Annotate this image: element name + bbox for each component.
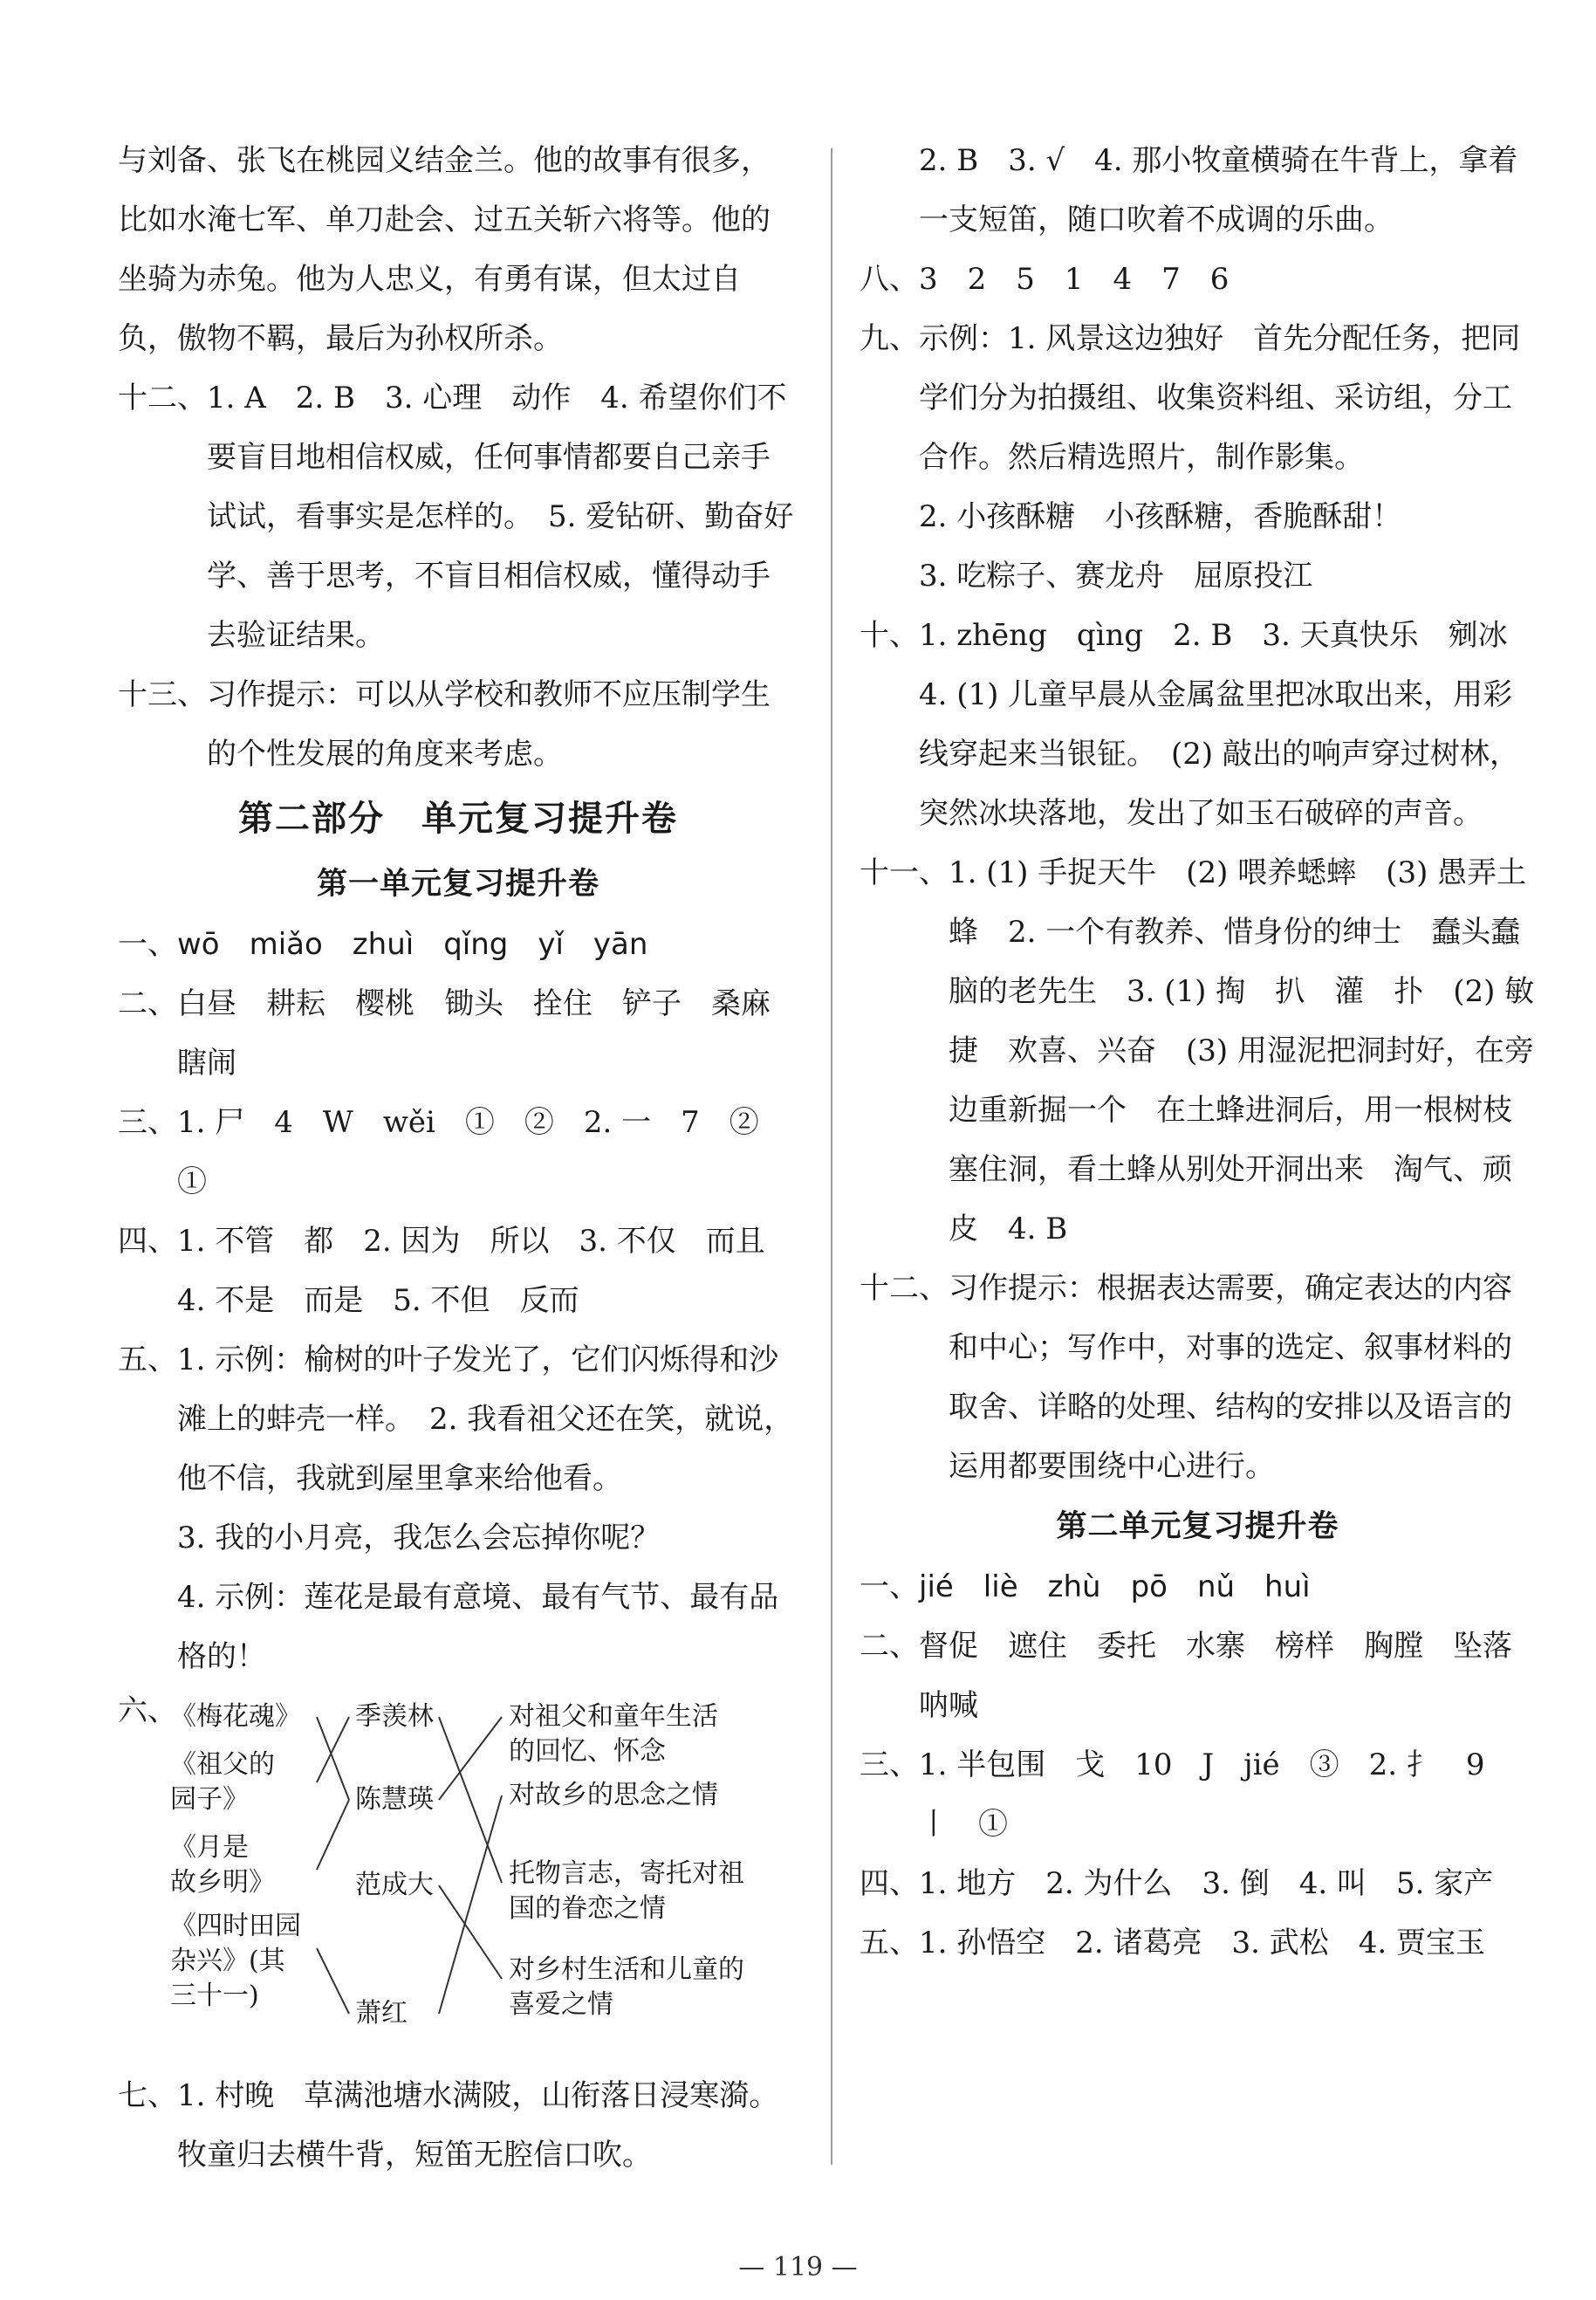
question-4 xyxy=(860,1854,1536,1913)
work-title: 《祖父的 园子》 xyxy=(170,1749,275,1815)
answer-text: 3 2 5 1 4 7 6 xyxy=(919,262,1230,297)
answer-text: 与刘备、张飞在桃园义结金兰。他的故事有很多，比如水淹七军、单刀赴会、过五关斩六将等。他的坐骑为赤兔。他为人忠义，有勇有谋，但太过自负，傲物不羁，最后为孙权所杀。 xyxy=(118,143,771,356)
match-line xyxy=(439,1717,502,1800)
question-12 xyxy=(860,1259,1536,1496)
question-1 xyxy=(118,915,798,974)
question-number: 十二、 xyxy=(118,381,207,415)
answer-text: 1. 村晚 草满池塘水满陂，山衔落日浸寒漪。牧童归去横牛背，短笛无腔信口吹。 xyxy=(177,2078,779,2173)
theme-text: 对祖父和童年生活 的回忆、怀念 xyxy=(509,1701,718,1767)
question-3 xyxy=(860,1735,1536,1854)
answer-text: 白昼 耕耘 樱桃 锄头 拴住 铲子 桑麻 瞎闹 xyxy=(177,986,800,1081)
question-8 xyxy=(860,250,1536,309)
question-number: 二、 xyxy=(860,1629,919,1664)
question-number: 七、 xyxy=(118,2078,177,2113)
question-number: 四、 xyxy=(860,1866,919,1901)
question-2 xyxy=(118,974,798,1093)
match-line xyxy=(317,1717,349,1800)
question-number: 十一、 xyxy=(860,855,949,890)
answer-text: 2. 小孩酥糖 小孩酥糖，香脆酥甜！ xyxy=(919,499,1402,534)
question-9-part-2 xyxy=(919,487,1536,546)
question-5-part-4 xyxy=(177,1568,798,1686)
question-13 xyxy=(118,665,798,784)
question-9-part-3 xyxy=(919,546,1536,606)
question-number: 十、 xyxy=(860,618,919,653)
question-number: 三、 xyxy=(118,1105,177,1140)
match-line xyxy=(439,1717,502,1883)
answer-text: 督促 遮住 委托 水寨 榜样 胸膛 坠落 呐喊 xyxy=(919,1629,1542,1723)
answer-text: 1. 示例：榆树的叶子发光了，它们闪烁得和沙滩上的蚌壳一样。 2. 我看祖父还在笑，就说，他不信，我就到屋里拿来给他看。 xyxy=(177,1342,794,1496)
question-number: 一、 xyxy=(118,927,177,962)
answer-continuation xyxy=(118,131,798,368)
question-5 xyxy=(860,1913,1536,1973)
question-6-matching xyxy=(118,1686,798,2066)
answer-text: 1. zhēng qìng 2. B 3. 天真快乐 剜冰 4. (1) 儿童早晨从金属盆里把冰取出来，用彩线穿起来当银钲。 (2) 敲出的响声穿过树林，突然冰块落地，发出了如玉石破碎的声音。 xyxy=(919,618,1538,831)
question-7 xyxy=(118,2066,798,2185)
theme-text: 托物言志，寄托对祖 国的眷恋之情 xyxy=(509,1858,744,1924)
answer-text: 习作提示：可以从学校和教师不应压制学生的个性发展的角度来考虑。 xyxy=(207,677,771,772)
question-7-continuation xyxy=(919,131,1536,250)
match-line xyxy=(317,1717,349,1782)
question-5-part-3 xyxy=(177,1508,798,1568)
question-9 xyxy=(860,309,1536,487)
answer-text: 1. 尸 4 W wěi ① ② 2. 一 7 ② ① xyxy=(177,1105,789,1199)
answer-text: 4. 示例：莲花是最有意境、最有气节、最有品格的！ xyxy=(177,1580,779,1674)
match-line xyxy=(439,1885,502,1979)
question-number: 四、 xyxy=(118,1224,177,1259)
page-divider xyxy=(831,148,832,2165)
question-5 xyxy=(118,1330,798,1508)
answer-text: 1. 孙悟空 2. 诸葛亮 3. 武松 4. 贾宝玉 xyxy=(919,1926,1485,1960)
question-4 xyxy=(118,1212,798,1330)
answer-text: 1. A 2. B 3. 心理 动作 4. 希望你们不要盲目地相信权威，任何事情都要自己亲手试试，看事实是怎样的。 5. 爱钻研、勤奋好学、善于思考，不盲目相信权威，懂得动手去验证结果。 xyxy=(207,381,794,653)
match-line xyxy=(439,1795,502,2014)
match-line xyxy=(317,1948,349,2014)
question-number: 三、 xyxy=(860,1747,919,1782)
question-number: 一、 xyxy=(860,1569,919,1604)
answer-text: 1. 不管 都 2. 因为 所以 3. 不仅 而且 4. 不是 而是 5. 不但 反而 xyxy=(177,1224,795,1318)
author-name: 范成大 xyxy=(355,1870,434,1900)
answer-text: 示例：1. 风景这边独好 首先分配任务，把同学们分为拍摄组、收集资料组、采访组，分工合作。然后精选照片，制作影集。 xyxy=(919,321,1521,475)
question-number: 六、 xyxy=(118,1693,177,1728)
author-name: 陈慧瑛 xyxy=(355,1784,434,1815)
work-title: 《月是 故乡明》 xyxy=(170,1832,275,1898)
question-10 xyxy=(860,606,1536,843)
unit-title: 第二单元复习提升卷 xyxy=(1056,1508,1339,1544)
question-number: 八、 xyxy=(860,262,919,297)
answer-text: 1. 地方 2. 为什么 3. 倒 4. 叫 5. 家产 xyxy=(919,1866,1494,1901)
unit-title: 第一单元复习提升卷 xyxy=(316,866,599,902)
answer-text: wō miǎo zhuì qǐng yǐ yān xyxy=(177,927,648,962)
answer-text: 习作提示：根据表达需要，确定表达的内容和中心；写作中，对事的选定、叙事材料的取舍、详略的处理、结构的安排以及语言的运用都要围绕中心进行。 xyxy=(949,1271,1512,1484)
answer-text: 3. 吃粽子、赛龙舟 屈原投江 xyxy=(919,559,1313,594)
question-number: 二、 xyxy=(118,986,177,1021)
question-number: 十三、 xyxy=(118,677,207,712)
question-number: 五、 xyxy=(118,1342,177,1377)
question-1 xyxy=(860,1557,1536,1617)
author-name: 季羡林 xyxy=(355,1701,434,1732)
question-3 xyxy=(118,1093,798,1212)
answer-text: jié liè zhù pō nǔ huì xyxy=(919,1569,1311,1604)
answer-text: 1. (1) 手捉天牛 (2) 喂养蟋蟀 (3) 愚弄土蜂 2. 一个有教养、惜身份的绅士 蠢头蠢脑的老先生 3. (1) 掏 扒 灌 扑 (2) 敏捷 欢喜、兴奋 (3) 用湿泥把洞封好，在旁边重新掘一个 在土蜂进洞后，用一根树枝塞住洞，看土蜂从别处开洞出来 淘气、顽皮 4. B xyxy=(949,855,1535,1246)
answer-text: 2. B 3. √ 4. 那小牧童横骑在牛背上，拿着一支短笛，随口吹着不成调的乐曲。 xyxy=(919,143,1518,237)
right-column xyxy=(860,131,1542,1973)
match-line xyxy=(317,1800,349,1870)
answer-text: 1. 半包围 戈 10 J jié ③ 2. 扌 9 丨 ① xyxy=(919,1747,1515,1842)
theme-text: 对乡村生活和儿童的 喜爱之情 xyxy=(509,1954,744,2020)
theme-text: 对故乡的思念之情 xyxy=(509,1780,718,1810)
left-column xyxy=(118,131,798,2185)
author-name: 萧红 xyxy=(355,1998,408,2029)
answer-text: 3. 我的小月亮，我怎么会忘掉你呢？ xyxy=(177,1521,661,1555)
section-title: 第二部分 单元复习提升卷 xyxy=(238,798,678,839)
work-title: 《四时田园 杂兴》(其 三十一) xyxy=(170,1911,301,2011)
question-number: 十二、 xyxy=(860,1271,949,1306)
question-12 xyxy=(118,368,798,665)
question-11 xyxy=(860,843,1536,1259)
page-number: — 119 — xyxy=(738,2252,858,2283)
question-number: 九、 xyxy=(860,321,919,356)
work-title: 《梅花魂》 xyxy=(170,1701,301,1732)
question-2 xyxy=(860,1617,1542,1735)
question-number: 五、 xyxy=(860,1926,919,1960)
